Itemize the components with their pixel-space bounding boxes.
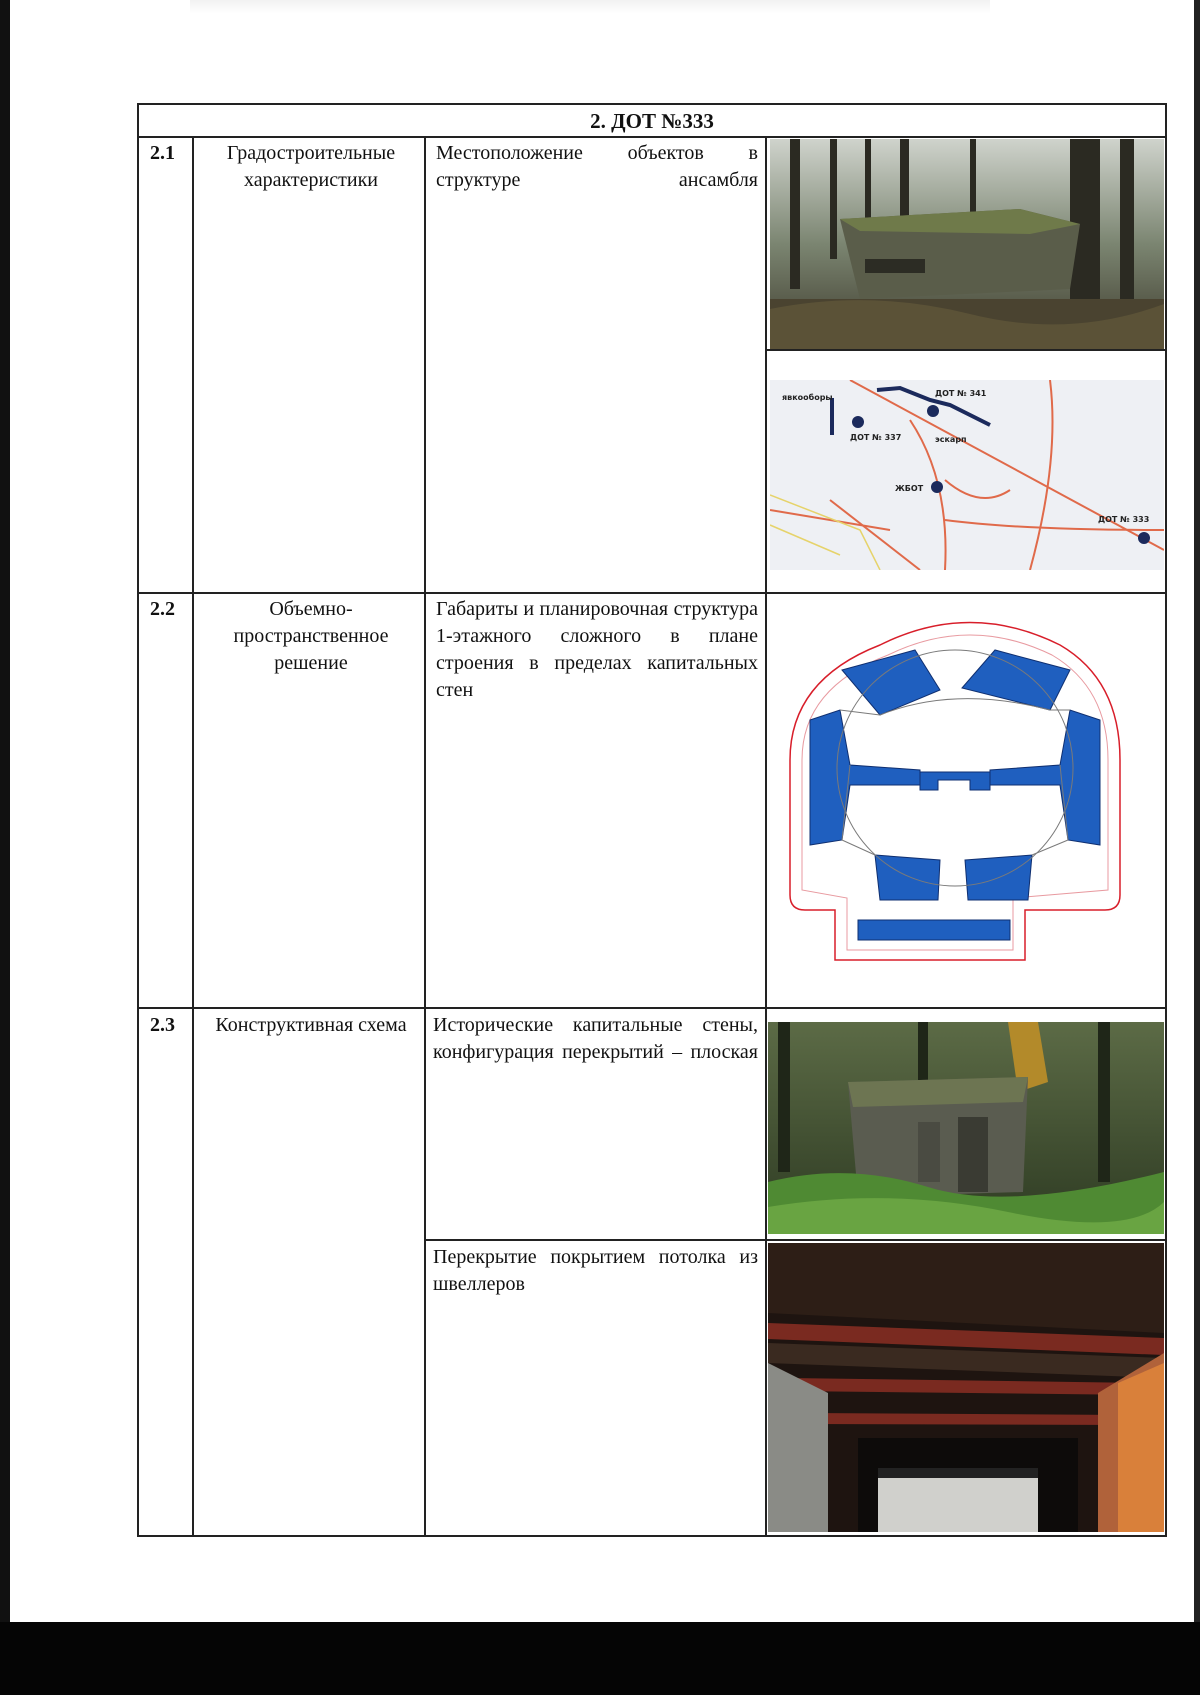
scan-bottom-edge [0,1622,1200,1695]
section-title: 2. ДОТ №333 [590,109,714,133]
photo-bunker-forest [770,139,1164,349]
photo-ceiling-channels [768,1243,1164,1532]
row-title-2-3: Конструктивная схема [215,1014,407,1036]
row-number-2-1: 2.1 [150,142,175,164]
row-title-2-1: Градостроительные характеристики [226,142,396,191]
map-label-dot-333: ДОТ № 333 [1098,515,1150,524]
map-label-dot-341: ДОТ № 341 [935,389,987,398]
photo-bunker-overgrown [768,1022,1164,1234]
map-label-dot-337: ДОТ № 337 [850,433,902,442]
row-number-2-2: 2.2 [150,598,175,620]
row-desc-2-2: Габариты и планировочная структура 1-этажного сложного в плане строения в пределах капитальных стен [436,598,758,701]
row-desc-2-3-ceiling: Перекрытие покрытием потолка из швеллеров [433,1246,758,1295]
row-desc-2-1: Местоположение объектов в структуре ансамбля [436,142,758,191]
row-number-2-3: 2.3 [150,1014,175,1036]
map-label-nadolby: явкооборы [782,393,833,402]
location-map [770,380,1164,570]
row-desc-2-3-walls: Исторические капитальные стены, конфигурация перекрытий – плоская [433,1014,758,1063]
map-label-eskarp: эскарп [935,435,967,444]
row-title-2-2: Объемно-пространственное решение [233,598,389,674]
map-label-zhbot: ЖБОТ [895,484,924,493]
floor-plan-drawing [780,600,1160,970]
